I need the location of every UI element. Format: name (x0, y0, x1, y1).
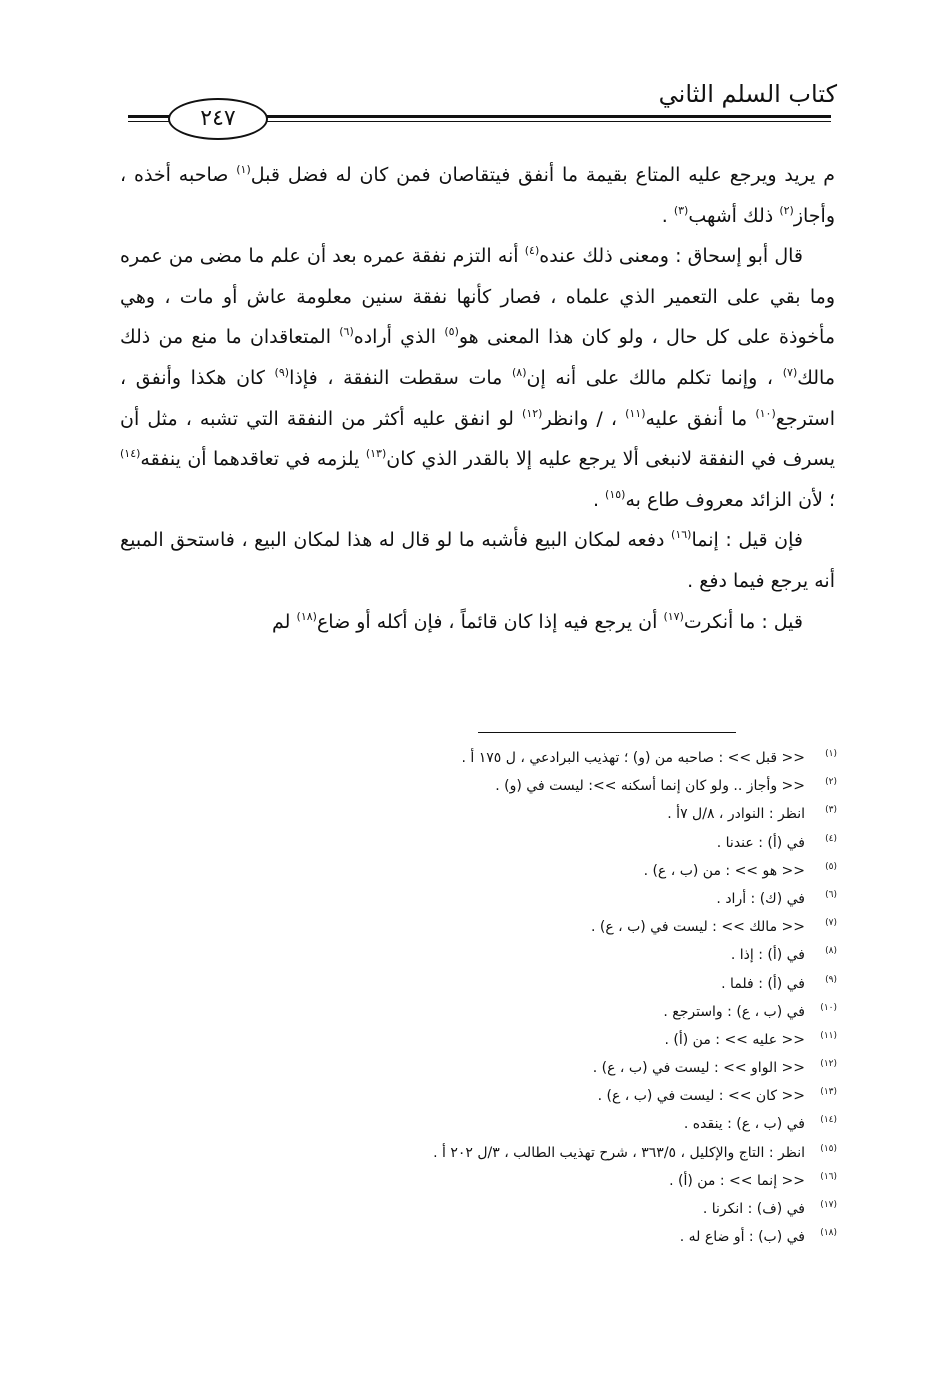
footnote: (١٨)في (ب) : أو ضاع له . (679, 1228, 837, 1246)
footnote-ref: (٥) (444, 325, 459, 339)
footnote-ref: (١٨) (296, 609, 317, 623)
footnote-ref: (٢) (779, 203, 794, 217)
footnote: (١٠)في (ب ، ع) : واسترجع . (663, 1002, 837, 1020)
footnote: (٥)<< هو >> : من (ب ، ع) . (643, 861, 837, 879)
footnote: (٨)في (أ) : إذا . (730, 946, 837, 964)
page-number: ٢٤٧ (168, 98, 268, 140)
footnotes (257, 740, 837, 1247)
footnote: (٩)في (أ) : فلما . (721, 974, 837, 992)
footnote-ref: (٩) (274, 365, 290, 379)
footnote-ref: (١) (236, 163, 251, 176)
footnote: (١٣)<< كان >> : ليست في (ب ، ع) . (597, 1087, 837, 1105)
footnote-ref: (١٣) (365, 447, 387, 461)
main-text (120, 155, 835, 642)
footnote: (١٥)انظر : التاج والإكليل ، ٣٦٣/٥ ، شرح تهذيب الطالب ، ٣/ل ٢٠٢ أ . (433, 1143, 837, 1161)
footnote-ref: (١٥) (605, 487, 626, 501)
footnote-ref: (١٧) (663, 609, 684, 623)
footnote-ref: (٣) (673, 203, 689, 217)
footnote: (١٦)<< إنما >> : من (أ) . (669, 1171, 837, 1189)
paragraph-2: قال أبو إسحاق : ومعنى ذلك عنده$^{(٤)}$ أنه التزم نفقة عمره بعد أن علم ما مضى من عمره وما بقي على التعمير الذي علماه ، فصار كأنها نفقة سنين معلومة عاش أو مات ، وهي مأخوذة على كل حال ، ولو كان هذا المعنى هو$^{(٥)}$ الذي أراده$^{(٦)}$ المتعاقدان ما منع من ذلك مالك$^{(٧)}$ ، وإنما تكلم مالك على أنه إن$^{(٨)}$ مات سقطت النفقة ، فإذا$^{(٩)}$ كان هكذا وأنفق ، استرجع$^{(١٠)}$ ما أنفق عليه$^{(١١)}$ ، / وانظر$^{(١٢)}$ لو انفق عليه أكثر من النفقة التي تشبه ، مثل أن يسرف في النفقة لانبغى ألا يرجع عليه إلا بالقدر الذي كان$^{(١٣)}$ يلزمه في تعاقدهما أن ينفقه$^{(١٤)}$ ؛ لأن الزائد معروف طاع به$^{(١٥)}$ . (120, 244, 836, 511)
footnote-ref: (١١) (625, 406, 646, 420)
paragraph-3: فإن قيل : إنما$^{(١٦)}$ دفعه لمكان البيع فأشبه ما لو قال له هذا لمكان البيع ، فاستحق المبيع أنه يرجع فيما دفع . (120, 528, 835, 592)
footnote: (٣)انظر : النوادر ، ٨/ل ٧أ . (667, 805, 837, 823)
footnote: (١٢)<< الواو >> : ليست في (ب ، ع) . (592, 1059, 837, 1077)
paragraph-4: قيل : ما أنكرت$^{(١٧)}$ أن يرجع فيه إذا كان قائماً ، فإن أكله أو ضاع$^{(١٨)}$ لم (272, 609, 803, 633)
footnote-ref: (٨) (511, 365, 527, 379)
book-title: كتاب السلم الثاني (658, 80, 837, 108)
footnote-ref: (١٠) (755, 406, 776, 420)
paragraph-1: م يريد ويرجع عليه المتاع بقيمة ما أنفق فيتقاصان فمن كان له فضل قبل$^{(١)}$ صاحبه أخذه ، وأجاز$^{(٢)}$ ذلك أشهب$^{(٣)}$ . (120, 163, 836, 227)
footnote: (٤)في (أ) : عندنا . (716, 833, 837, 851)
footnote: (٧)<< مالك >> : ليست في (ب ، ع) . (590, 918, 837, 936)
footnote: (١٤)في (ب ، ع) : ينقده . (683, 1115, 837, 1133)
footnote-ref: (١٦) (671, 528, 692, 542)
footnote: (١١)<< عليه >> : من (أ) . (664, 1030, 837, 1048)
footnote-ref: (٤) (524, 244, 540, 258)
footnote-ref: (٧) (782, 365, 798, 379)
footnote-separator (478, 732, 736, 733)
footnote: (٢)<< وأجاز .. ولو كان إنما أسكنه >>: ليست في (و) . (495, 777, 837, 795)
footnote: (٦)في (ك) : أراد . (716, 889, 837, 907)
footnote: (١)<< قبل >> : صاحبه من (و) ؛ تهذيب البرادعي ، ل ١٧٥ أ . (461, 749, 837, 766)
footnote: (١٧)في (ف) : انكرنا . (702, 1200, 837, 1217)
footnote-ref: (١٤) (120, 447, 141, 461)
footnote-ref: (١٢) (522, 406, 543, 420)
footnote-ref: (٦) (339, 325, 354, 339)
